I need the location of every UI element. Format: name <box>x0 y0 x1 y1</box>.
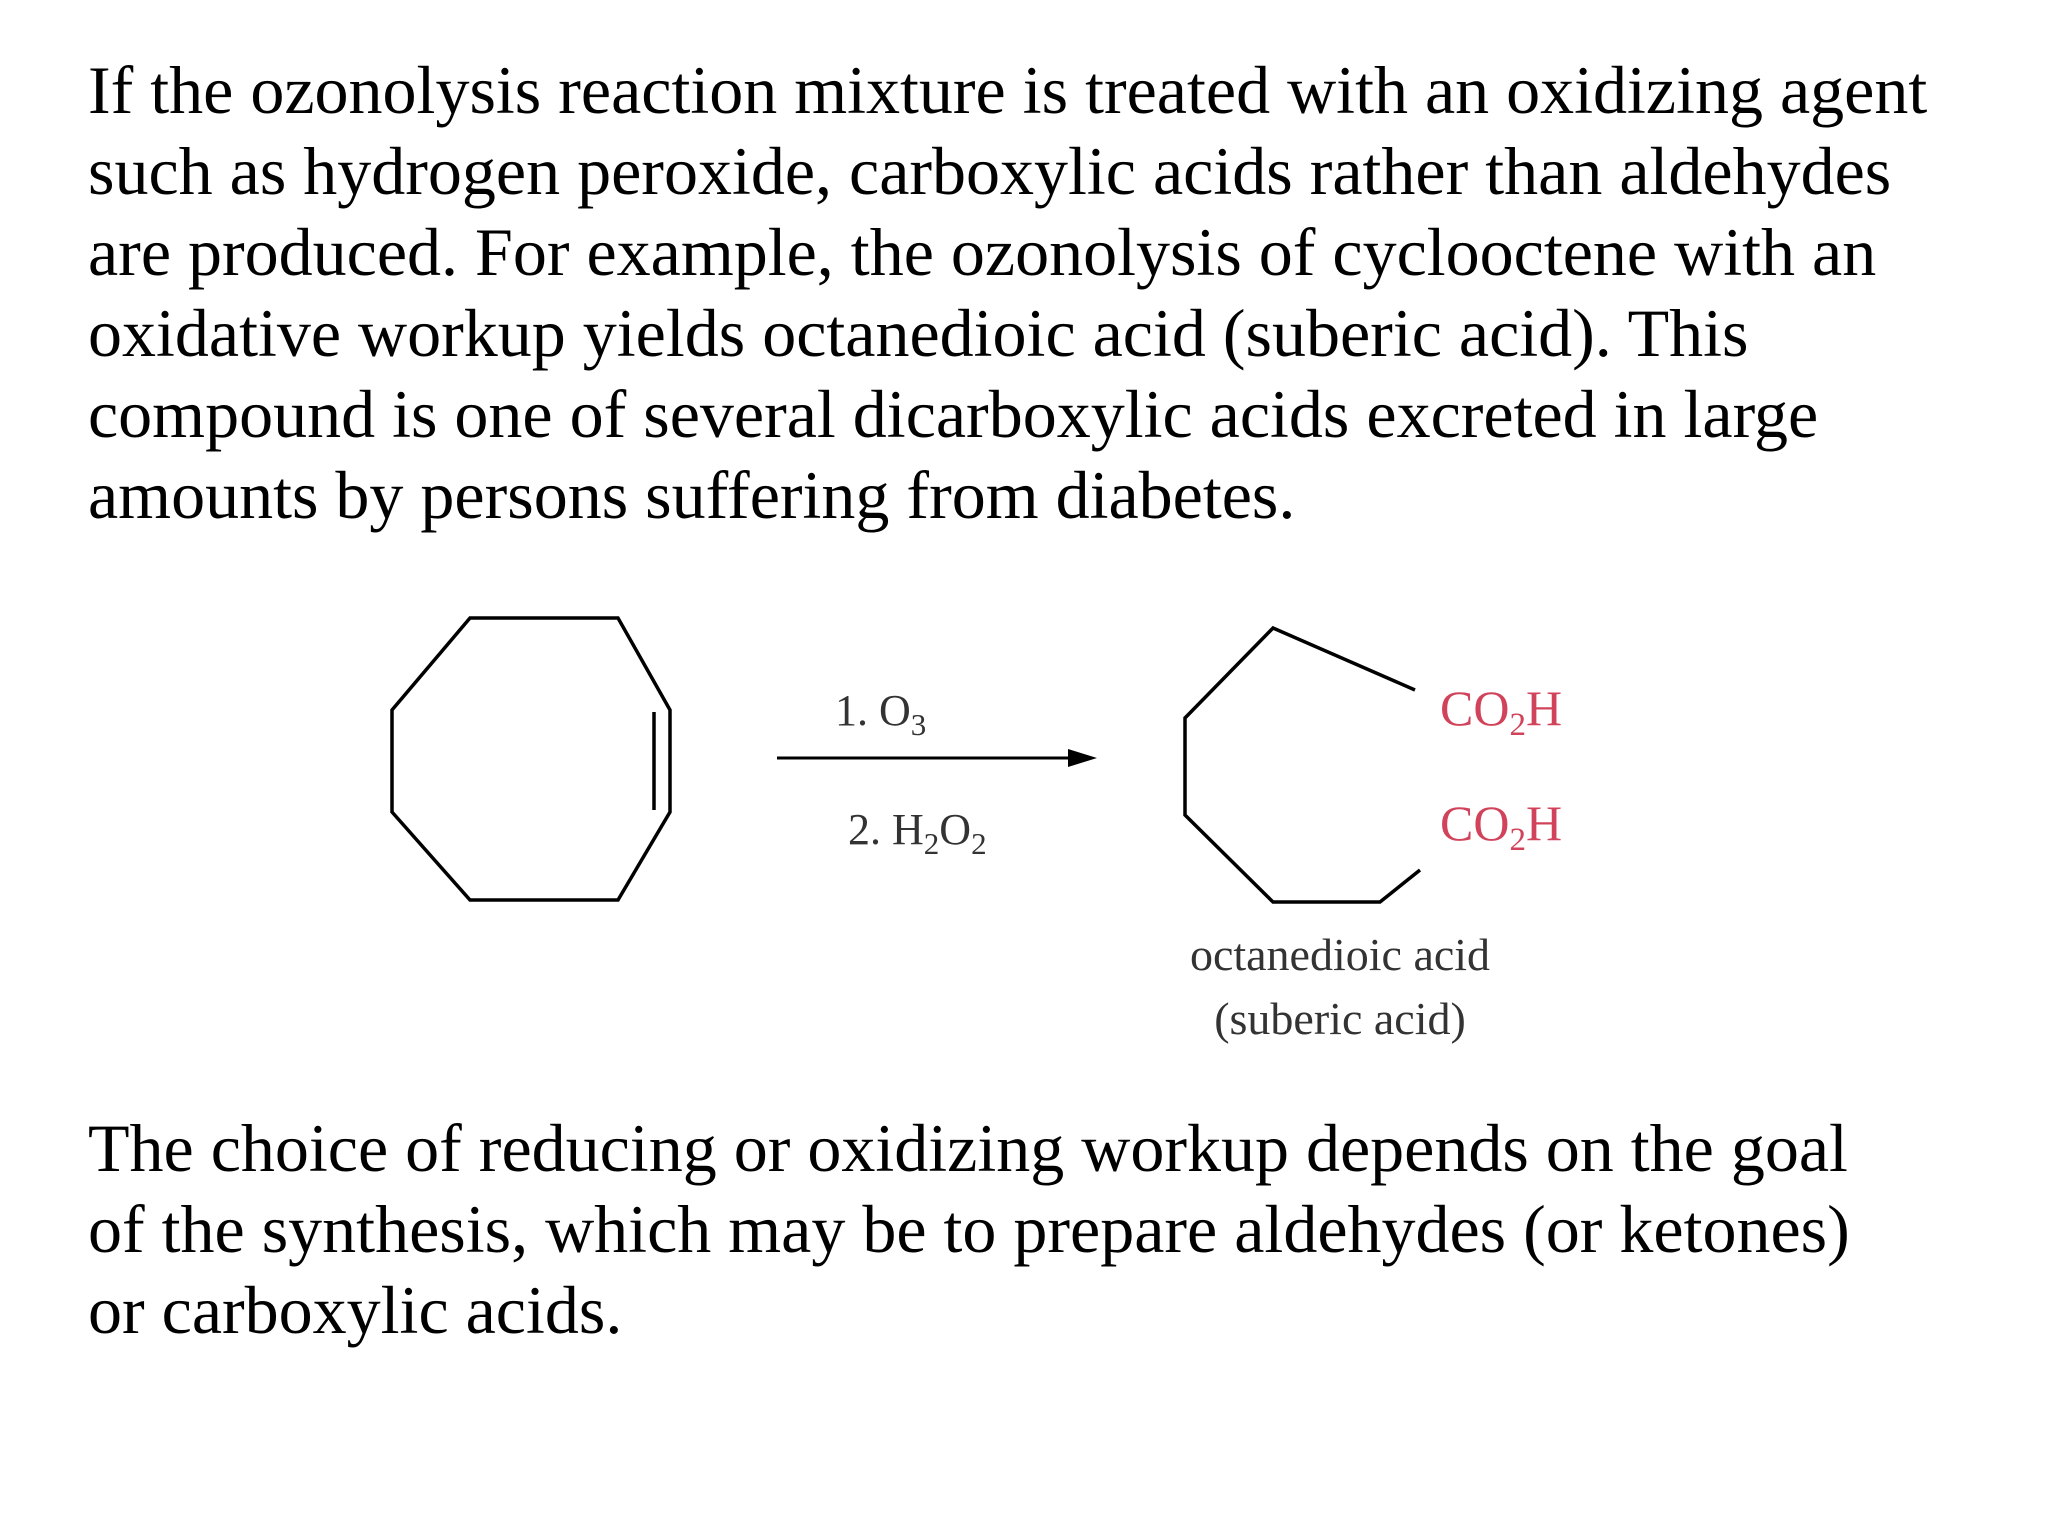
intro-line: compound is one of several dicarboxylic acids excreted in large <box>88 376 1819 452</box>
intro-line: are produced. For example, the ozonolysis of cyclooctene with an <box>88 214 1877 290</box>
intro-line: If the ozonolysis reaction mixture is treated with an oxidizing agent <box>88 52 1928 128</box>
intro-paragraph <box>88 50 1988 536</box>
reaction-scheme <box>0 590 2048 1090</box>
cyclooctene-structure <box>392 618 670 900</box>
product-common-name: (suberic acid) <box>1214 993 1466 1044</box>
reagent-step-2: 2. $H_2O_2$ <box>848 805 987 861</box>
intro-line: amounts by persons suffering from diabetes. <box>88 457 1296 533</box>
carboxyl-group-top: $CO_2H$ <box>1440 680 1563 743</box>
reaction-arrow <box>777 749 1097 767</box>
conclusion-paragraph <box>88 1108 1988 1351</box>
conclusion-line: of the synthesis, which may be to prepare aldehydes (or ketones) <box>88 1191 1850 1267</box>
cyclooctene-ring <box>392 618 670 900</box>
conclusion-line: or carboxylic acids. <box>88 1272 623 1348</box>
conclusion-line: The choice of reducing or oxidizing workup depends on the goal <box>88 1110 1848 1186</box>
product-chain <box>1185 628 1420 902</box>
intro-line: oxidative workup yields octanedioic acid (suberic acid). This <box>88 295 1749 371</box>
reagent-step-1: 1. $O_3$ <box>835 686 927 742</box>
intro-line: such as hydrogen peroxide, carboxylic acids rather than aldehydes <box>88 133 1892 209</box>
product-name: octanedioic acid <box>1189 929 1491 980</box>
carboxyl-group-bottom: $CO_2H$ <box>1440 795 1563 858</box>
